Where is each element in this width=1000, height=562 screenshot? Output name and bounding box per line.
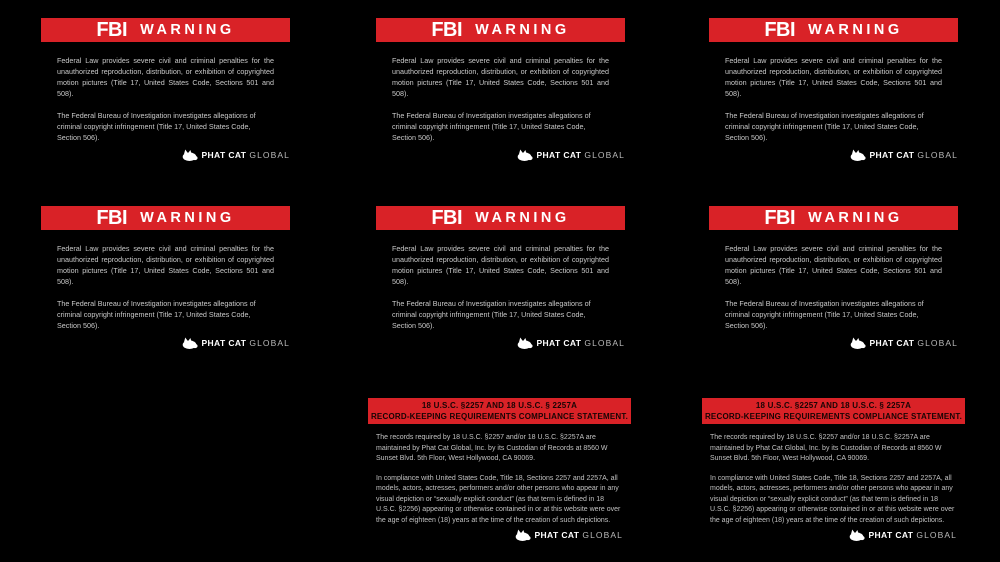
phat-cat-global-logo: [849, 148, 958, 162]
cat-icon: [849, 149, 866, 162]
fbi-title: FBI: [431, 207, 463, 229]
cat-icon: [181, 149, 198, 162]
fbi-title: FBI: [431, 19, 463, 41]
cat-icon: [516, 337, 533, 350]
fbi-warning-body: [709, 243, 958, 331]
brand-name-bold: PHAT CAT: [536, 338, 582, 348]
fbi-warning-panel-4: [41, 206, 290, 356]
cat-icon: [514, 529, 531, 542]
fbi-warning-banner: [41, 206, 290, 230]
compliance-banner: [368, 398, 631, 424]
brand-name-light: GLOBAL: [249, 338, 290, 348]
fbi-title: FBI: [96, 207, 128, 229]
fbi-title: FBI: [764, 207, 796, 229]
fbi-warning-body: [709, 55, 958, 143]
phat-cat-global-logo: [181, 148, 290, 162]
fbi-warning-panel-2: [376, 18, 625, 168]
fbi-warning-panel-3: [709, 18, 958, 168]
compliance-body: [368, 433, 631, 526]
fbi-warning-paragraph-2: The Federal Bureau of Investigation investigates allegations of criminal copyright infringement (Title 17, United States Code, Section 506).: [392, 299, 591, 330]
fbi-warning-paragraph-1: Federal Law provides severe civil and criminal penalties for the unauthorized reproduction, distribution, or exhibition of copyrighted motion pictures (Title 17, United States Code, Sections 501 and 508).: [725, 244, 942, 286]
phat-cat-global-logo: [514, 528, 623, 542]
fbi-warning-banner: [41, 18, 290, 42]
brand-name-light: GLOBAL: [917, 150, 958, 160]
fbi-warning-paragraph-2: The Federal Bureau of Investigation investigates allegations of criminal copyright infringement (Title 17, United States Code, Section 506).: [57, 111, 256, 142]
warning-title: WARNING: [140, 22, 235, 38]
fbi-title: FBI: [764, 19, 796, 41]
compliance-banner: [702, 398, 965, 424]
compliance-paragraph-2: In compliance with United States Code, Title 18, Sections 2257 and 2257A, all models, actors, actresses, performers and/or other persons who appear in any visual depiction or “sexually explicit conduct” (as that term is defined in 18 U.S.C. §2256) appearing or otherwise contained in or at this website were over the age of eighteen (18) years at the time of the creation of such depictions.: [710, 474, 955, 524]
brand-name-bold: PHAT CAT: [868, 530, 914, 540]
fbi-warning-body: [41, 243, 290, 331]
phat-cat-global-logo: [516, 336, 625, 350]
cat-icon: [181, 337, 198, 350]
fbi-warning-banner: [709, 18, 958, 42]
brand-name-bold: PHAT CAT: [536, 150, 582, 160]
brand-name-light: GLOBAL: [582, 530, 623, 540]
brand-name-light: GLOBAL: [584, 150, 625, 160]
fbi-warning-paragraph-1: Federal Law provides severe civil and criminal penalties for the unauthorized reproduction, distribution, or exhibition of copyrighted motion pictures (Title 17, United States Code, Sections 501 and 508).: [57, 244, 274, 286]
warning-title: WARNING: [808, 210, 903, 226]
brand-name-light: GLOBAL: [249, 150, 290, 160]
fbi-warning-body: [376, 243, 625, 331]
brand-name-bold: PHAT CAT: [869, 150, 915, 160]
phat-cat-global-logo: [848, 528, 957, 542]
fbi-warning-paragraph-2: The Federal Bureau of Investigation investigates allegations of criminal copyright infringement (Title 17, United States Code, Section 506).: [725, 111, 924, 142]
fbi-warning-body: [376, 55, 625, 143]
fbi-warning-body: [41, 55, 290, 143]
fbi-warning-banner: [376, 206, 625, 230]
brand-name-light: GLOBAL: [584, 338, 625, 348]
warning-title: WARNING: [808, 22, 903, 38]
phat-cat-global-logo: [516, 148, 625, 162]
warning-title: WARNING: [475, 22, 570, 38]
compliance-title-line1: 18 U.S.C. §2257 AND 18 U.S.C. § 2257A: [421, 401, 578, 410]
compliance-title-line2: RECORD-KEEPING REQUIREMENTS COMPLIANCE STATEMENT.: [370, 412, 629, 421]
compliance-title-line1: 18 U.S.C. §2257 AND 18 U.S.C. § 2257A: [755, 401, 912, 410]
compliance-body: [702, 433, 965, 526]
fbi-warning-panel-6: [709, 206, 958, 356]
compliance-title-line2: RECORD-KEEPING REQUIREMENTS COMPLIANCE STATEMENT.: [704, 412, 963, 421]
cat-icon: [848, 529, 865, 542]
brand-name-bold: PHAT CAT: [534, 530, 580, 540]
fbi-warning-paragraph-1: Federal Law provides severe civil and criminal penalties for the unauthorized reproduction, distribution, or exhibition of copyrighted motion pictures (Title 17, United States Code, Sections 501 and 508).: [57, 56, 274, 98]
fbi-warning-banner: [376, 18, 625, 42]
fbi-title: FBI: [96, 19, 128, 41]
phat-cat-global-logo: [849, 336, 958, 350]
brand-name-light: GLOBAL: [917, 338, 958, 348]
brand-name-bold: PHAT CAT: [201, 150, 247, 160]
cat-icon: [516, 149, 533, 162]
fbi-warning-paragraph-1: Federal Law provides severe civil and criminal penalties for the unauthorized reproduction, distribution, or exhibition of copyrighted motion pictures (Title 17, United States Code, Sections 501 and 508).: [392, 56, 609, 98]
fbi-warning-paragraph-1: Federal Law provides severe civil and criminal penalties for the unauthorized reproduction, distribution, or exhibition of copyrighted motion pictures (Title 17, United States Code, Sections 501 and 508).: [725, 56, 942, 98]
brand-name-light: GLOBAL: [916, 530, 957, 540]
warning-title: WARNING: [475, 210, 570, 226]
warning-title: WARNING: [140, 210, 235, 226]
fbi-warning-paragraph-2: The Federal Bureau of Investigation investigates allegations of criminal copyright infringement (Title 17, United States Code, Section 506).: [392, 111, 591, 142]
compliance-paragraph-2: In compliance with United States Code, Title 18, Sections 2257 and 2257A, all models, actors, actresses, performers and/or other persons who appear in any visual depiction or “sexually explicit conduct” (as that term is defined in 18 U.S.C. §2256) appearing or otherwise contained in or at this website were over the age of eighteen (18) years at the time of the creation of such depictions.: [376, 474, 621, 524]
fbi-warning-panel-5: [376, 206, 625, 356]
brand-name-bold: PHAT CAT: [869, 338, 915, 348]
fbi-warning-paragraph-2: The Federal Bureau of Investigation investigates allegations of criminal copyright infringement (Title 17, United States Code, Section 506).: [57, 299, 256, 330]
compliance-paragraph-1: The records required by 18 U.S.C. §2257 and/or 18 U.S.C. §2257A are maintained by Phat Cat Global, Inc. by its Custodian of Records at 8560 W Sunset Blvd. 5th Floor, West Hollywood, CA 90069.: [710, 434, 942, 462]
fbi-warning-panel-1: [41, 18, 290, 168]
compliance-statement-panel-2: [702, 398, 965, 550]
compliance-paragraph-1: The records required by 18 U.S.C. §2257 and/or 18 U.S.C. §2257A are maintained by Phat Cat Global, Inc. by its Custodian of Records at 8560 W Sunset Blvd. 5th Floor, West Hollywood, CA 90069.: [376, 434, 608, 462]
fbi-warning-paragraph-2: The Federal Bureau of Investigation investigates allegations of criminal copyright infringement (Title 17, United States Code, Section 506).: [725, 299, 924, 330]
phat-cat-global-logo: [181, 336, 290, 350]
brand-name-bold: PHAT CAT: [201, 338, 247, 348]
compliance-statement-panel-1: [368, 398, 631, 550]
fbi-warning-banner: [709, 206, 958, 230]
fbi-warning-paragraph-1: Federal Law provides severe civil and criminal penalties for the unauthorized reproduction, distribution, or exhibition of copyrighted motion pictures (Title 17, United States Code, Sections 501 and 508).: [392, 244, 609, 286]
cat-icon: [849, 337, 866, 350]
